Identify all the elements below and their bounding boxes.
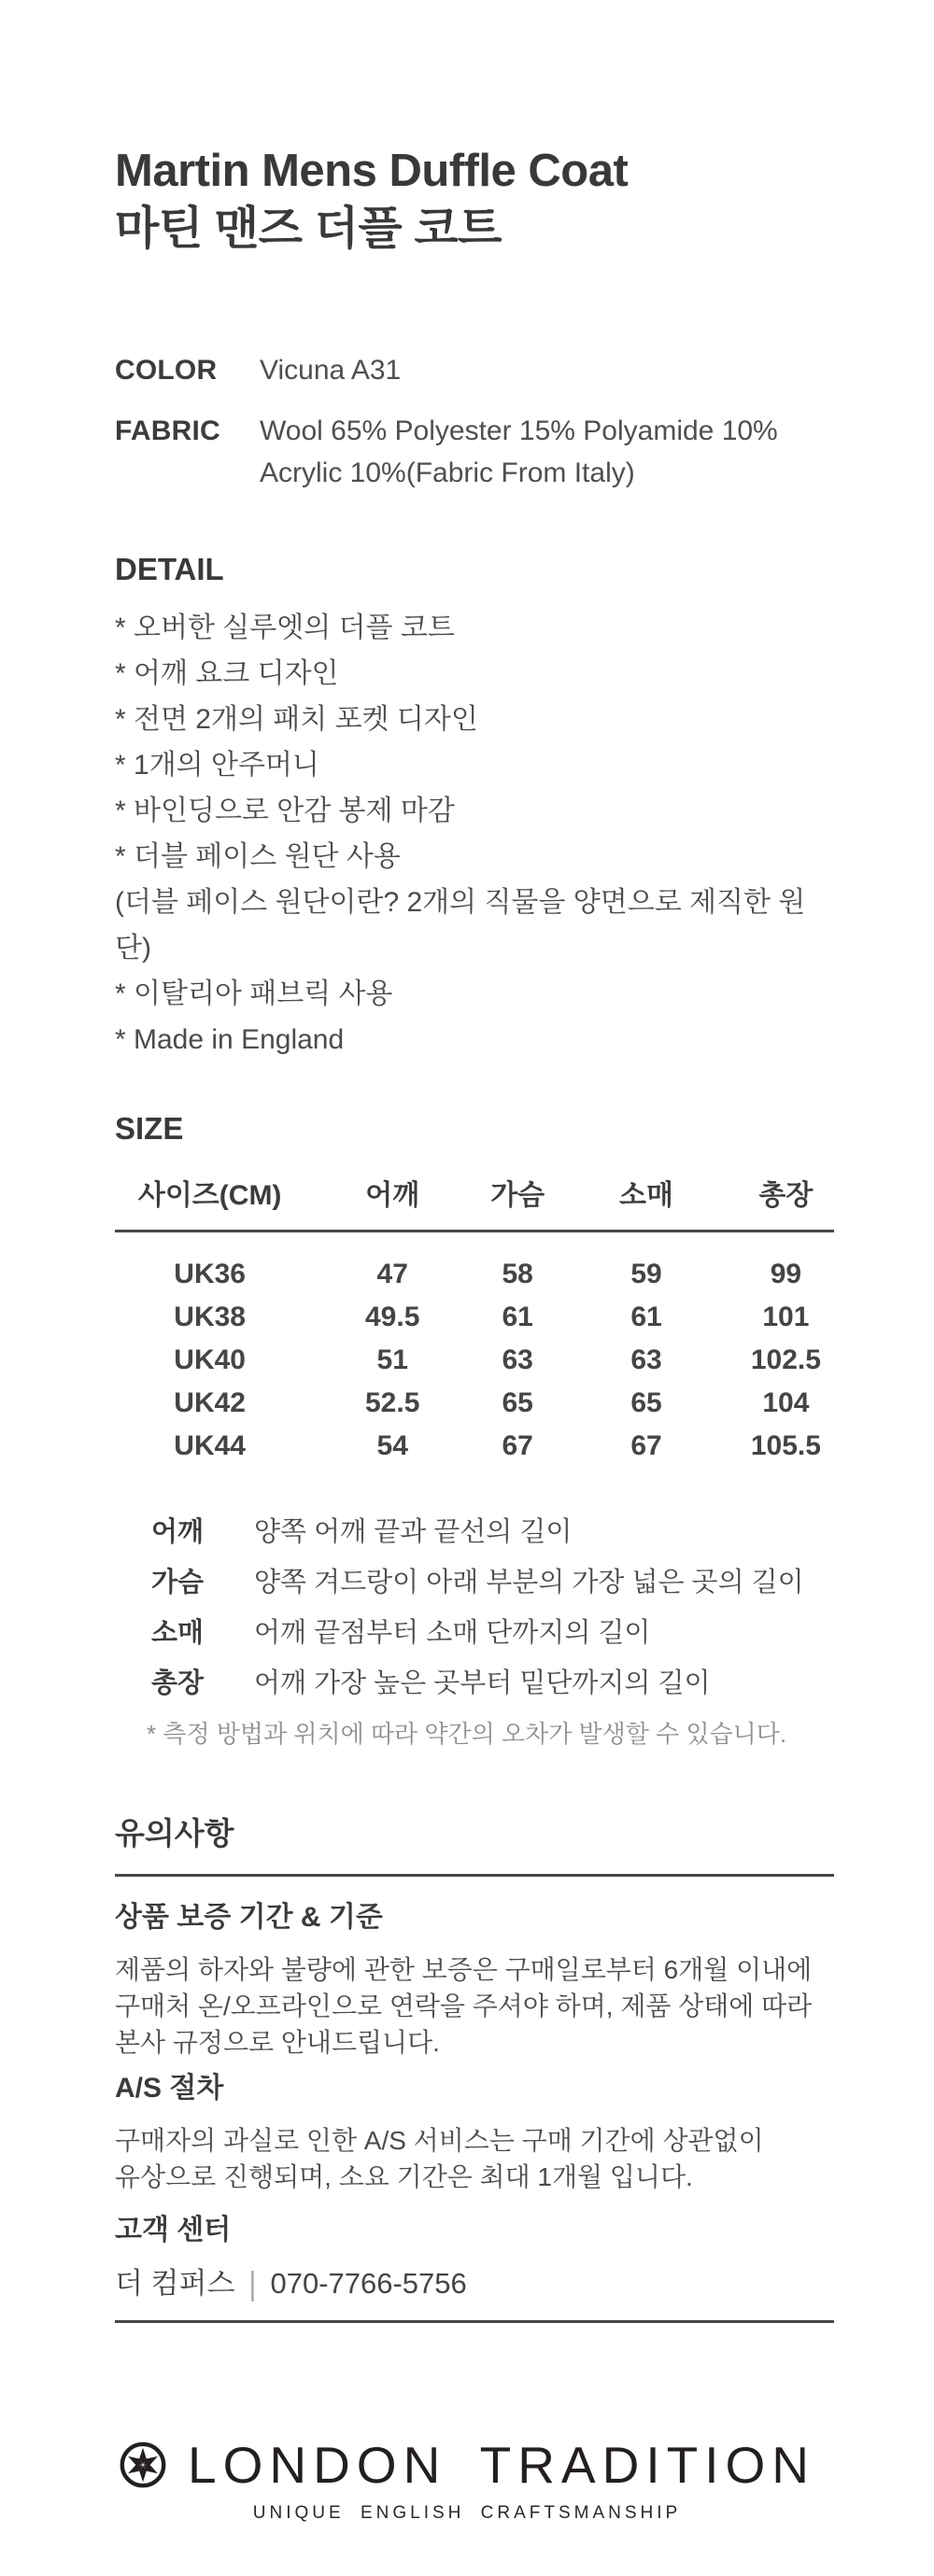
- measurement-description: 어깨 끝점부터 소매 단까지의 길이: [254, 1618, 651, 1648]
- divider-rule-top: [115, 1874, 834, 1877]
- detail-item: * 1개의 안주머니: [115, 750, 319, 781]
- measurement-term: 총장: [151, 1668, 205, 1698]
- detail-item: * 더블 페이스 원단 사용: [115, 841, 401, 872]
- product-title-ko: 마틴 맨즈 더플 코트: [115, 204, 502, 254]
- spec-value: Vicuna A31: [260, 355, 402, 386]
- customer-center-title: 고객 센터: [115, 2215, 232, 2245]
- after-service-title: A/S 절차: [115, 2073, 224, 2104]
- detail-item: * 전면 2개의 패치 포켓 디자인: [115, 704, 478, 735]
- spec-label: COLOR: [115, 355, 218, 386]
- size-cell-sleeve: 59: [630, 1259, 662, 1289]
- paragraph-line: 구매자의 과실로 인한 A/S 서비스는 구매 기간에 상관없이: [115, 2126, 764, 2155]
- size-cell-sleeve: 63: [630, 1344, 662, 1375]
- spec-section: [115, 349, 834, 494]
- size-cell-size: UK36: [174, 1259, 246, 1289]
- size-cell-shoulder: 54: [376, 1430, 408, 1461]
- size-cell-sleeve: 65: [630, 1387, 662, 1418]
- size-col-header-sleeve: 소매: [619, 1180, 673, 1211]
- spec-rows: [115, 349, 834, 494]
- customer-center-subsection: [115, 2212, 834, 2303]
- measurement-note: * 측정 방법과 위치에 따라 약간의 오차가 발생할 수 있습니다.: [147, 1720, 787, 1748]
- notice-section: [115, 1815, 834, 2323]
- measurement-term: 어깨: [151, 1517, 205, 1547]
- phone-number: 070-7766-5756: [270, 2267, 467, 2300]
- spec-value: Wool 65% Polyester 15% Polyamide 10% Acrylic 10%(Fabric From Italy): [260, 415, 778, 488]
- measurement-definition-row: [151, 1608, 834, 1658]
- measurement-definition-row: [151, 1557, 834, 1608]
- size-cell-shoulder: 51: [376, 1344, 408, 1375]
- detail-list: [115, 605, 834, 1063]
- paragraph-line: 유상으로 진행되며, 소요 기간은 최대 1개월 입니다.: [115, 2162, 693, 2191]
- product-title-en: Martin Mens Duffle Coat: [115, 146, 629, 196]
- size-cell-chest: 67: [502, 1430, 533, 1461]
- size-table: [115, 1177, 834, 1468]
- size-table-row: [115, 1253, 834, 1296]
- spec-label: FABRIC: [115, 415, 220, 446]
- size-table-row: [115, 1339, 834, 1382]
- detail-item: (더블 페이스 원단이란? 2개의 직물을 양면으로 제직한 원단): [115, 887, 806, 964]
- detail-item: * 이탈리아 패브릭 사용: [115, 978, 393, 1009]
- size-cell-length: 101: [762, 1302, 810, 1332]
- warranty-subsection: [115, 1899, 834, 2061]
- size-cell-length: 105.5: [750, 1430, 821, 1461]
- measurement-term: 소매: [151, 1618, 205, 1648]
- measurement-definitions: [115, 1507, 834, 1709]
- size-cell-size: UK42: [174, 1387, 246, 1418]
- size-table-row: [115, 1425, 834, 1468]
- after-service-paragraph: [115, 2122, 834, 2195]
- after-service-subsection: [115, 2070, 834, 2195]
- notice-heading: 유의사항: [115, 1816, 234, 1851]
- size-table-row: [115, 1296, 834, 1339]
- size-cell-shoulder: 49.5: [365, 1302, 420, 1332]
- size-col-header-shoulder: 어깨: [365, 1180, 420, 1211]
- size-cell-chest: 61: [502, 1302, 533, 1332]
- size-cell-chest: 63: [502, 1344, 533, 1375]
- divider-bar: |: [248, 2264, 257, 2302]
- paragraph-line: 본사 규정으로 안내드립니다.: [115, 2028, 440, 2057]
- size-col-header-length: 총장: [758, 1180, 814, 1211]
- size-table-body: [115, 1232, 834, 1468]
- size-table-header: [115, 1177, 834, 1232]
- size-cell-sleeve: 61: [630, 1302, 662, 1332]
- detail-item: * 바인딩으로 안감 봉제 마감: [115, 795, 455, 826]
- divider-rule-bottom: [115, 2320, 834, 2323]
- warranty-paragraph: [115, 1951, 834, 2061]
- size-cell-shoulder: 52.5: [365, 1387, 420, 1418]
- measurement-term: 가슴: [151, 1568, 205, 1598]
- customer-center-contact: [115, 2264, 834, 2303]
- size-cell-size: UK44: [174, 1430, 246, 1461]
- warranty-title: 상품 보증 기간 & 기준: [115, 1902, 383, 1933]
- measurement-definition-row: [151, 1658, 834, 1709]
- size-cell-length: 102.5: [750, 1344, 821, 1375]
- size-cell-sleeve: 67: [630, 1430, 662, 1461]
- paragraph-line: 제품의 하자와 불량에 관한 보증은 구매일로부터 6개월 이내에: [115, 1955, 813, 1984]
- measurement-definition-row: [151, 1507, 834, 1557]
- size-col-header-chest: 가슴: [490, 1180, 545, 1211]
- title-block: [115, 142, 834, 258]
- paragraph-line: 구매처 온/오프라인으로 연락을 주셔야 하며, 제품 상태에 따라: [115, 1992, 813, 2020]
- size-col-header-size: 사이즈(CM): [137, 1180, 282, 1211]
- measurement-description: 양쪽 겨드랑이 아래 부분의 가장 넓은 곳의 길이: [254, 1568, 804, 1598]
- size-section: [115, 1110, 834, 1752]
- measurement-description: 양쪽 어깨 끝과 끝선의 길이: [254, 1517, 573, 1547]
- size-cell-shoulder: 47: [376, 1259, 408, 1289]
- detail-item: * 어깨 요크 디자인: [115, 658, 339, 689]
- brand-tagline: UNIQUE ENGLISH CRAFTSMANSHIP: [252, 2503, 682, 2523]
- size-table-row: [115, 1382, 834, 1425]
- compass-star-icon: [119, 2441, 167, 2489]
- detail-section: [115, 551, 834, 1063]
- store-name: 더 컴퍼스: [115, 2267, 235, 2300]
- size-cell-size: UK38: [174, 1302, 246, 1332]
- spec-row: [115, 410, 834, 494]
- detail-item: * Made in England: [115, 1024, 345, 1055]
- size-cell-chest: 58: [502, 1259, 533, 1289]
- measurement-description: 어깨 가장 높은 곳부터 밑단까지의 길이: [254, 1668, 711, 1698]
- size-cell-size: UK40: [174, 1344, 246, 1375]
- brand-logo-row: [119, 2435, 815, 2495]
- detail-item: * 오버한 실루엣의 더플 코트: [115, 612, 455, 643]
- size-heading: SIZE: [115, 1111, 184, 1146]
- spec-row: [115, 349, 834, 391]
- detail-heading: DETAIL: [115, 552, 224, 586]
- brand-name: LONDON TRADITION: [188, 2436, 815, 2494]
- size-cell-length: 99: [770, 1259, 802, 1289]
- size-cell-length: 104: [762, 1387, 810, 1418]
- brand-footer: [0, 2435, 934, 2524]
- size-cell-chest: 65: [502, 1387, 533, 1418]
